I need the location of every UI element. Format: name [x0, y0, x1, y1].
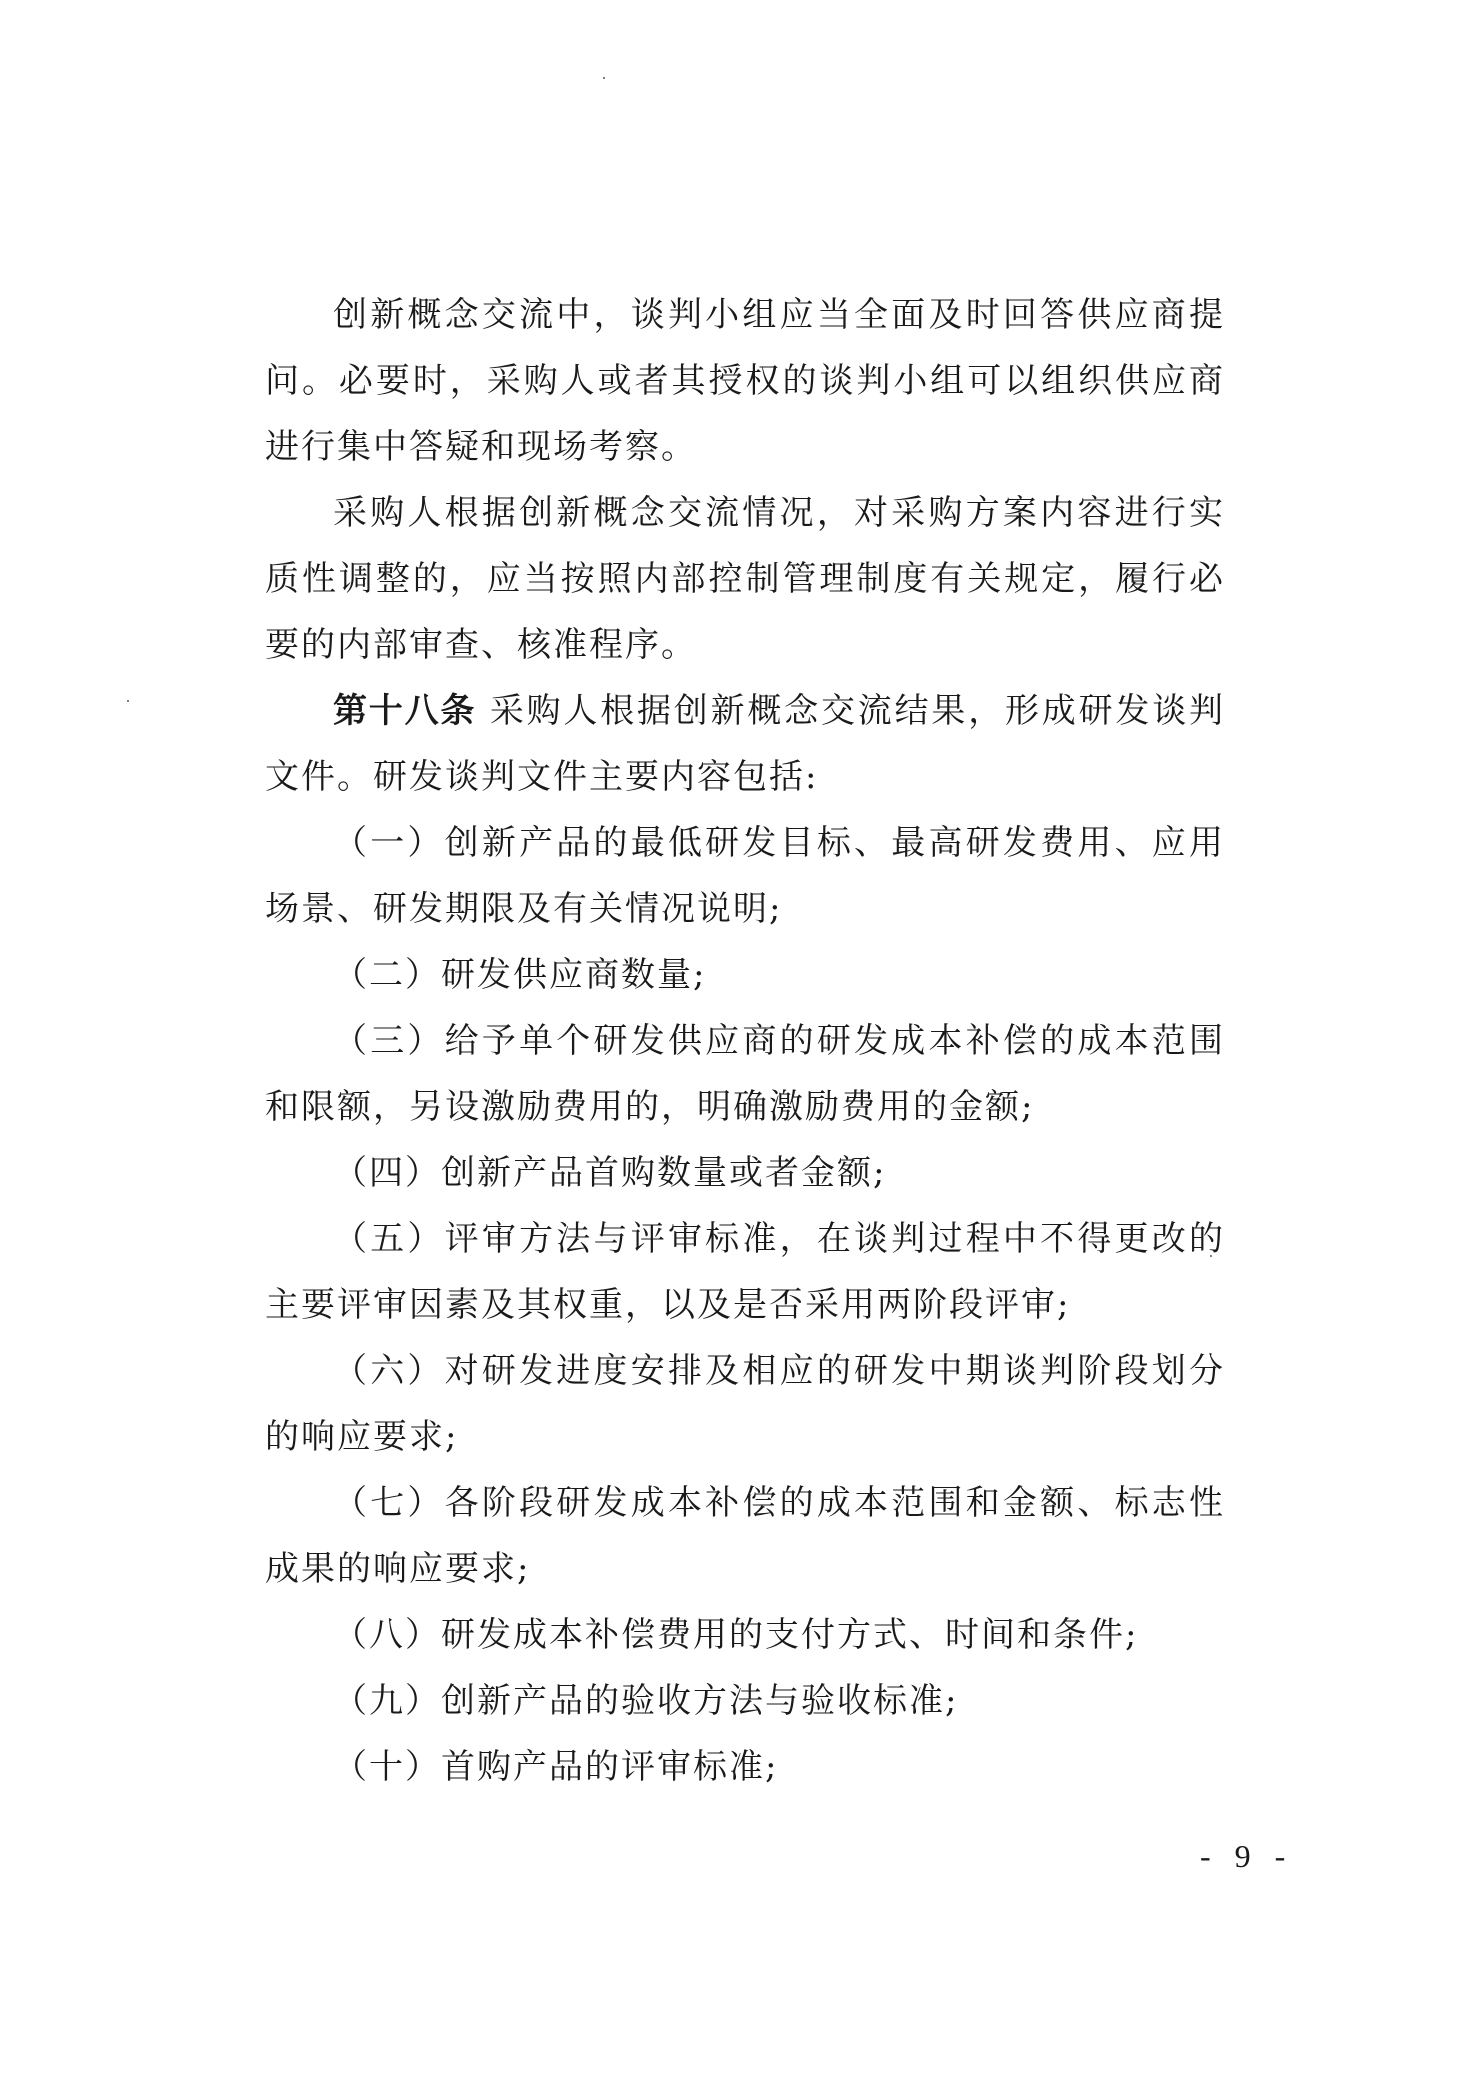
- article-paragraph: [265, 678, 1225, 810]
- list-item: （一）创新产品的最低研发目标、最高研发费用、应用场景、研发期限及有关情况说明;: [265, 823, 1225, 929]
- list-item: （七）各阶段研发成本补偿的成本范围和金额、标志性成果的响应要求;: [265, 1483, 1225, 1589]
- list-item: （二）研发供应商数量;: [333, 955, 707, 995]
- paragraph: 创新概念交流中，谈判小组应当全面及时回答供应商提问。必要时，采购人或者其授权的谈判小组可以组织供应商进行集中答疑和现场考察。: [265, 295, 1225, 467]
- list-item: （四）创新产品首购数量或者金额;: [333, 1153, 887, 1193]
- list-item: （八）研发成本补偿费用的支付方式、时间和条件;: [333, 1615, 1139, 1655]
- list-item: （十）首购产品的评审标准;: [333, 1747, 779, 1787]
- paragraph: 采购人根据创新概念交流情况，对采购方案内容进行实质性调整的，应当按照内部控制管理制度有关规定，履行必要的内部审查、核准程序。: [265, 493, 1225, 665]
- list-item: （六）对研发进度安排及相应的研发中期谈判阶段划分的响应要求;: [265, 1351, 1225, 1457]
- list-item: （三）给予单个研发供应商的研发成本补偿的成本范围和限额，另设激励费用的，明确激励费用的金额;: [265, 1021, 1225, 1127]
- article-text: 采购人根据创新概念交流结果，形成研发谈判文件。研发谈判文件主要内容包括:: [265, 691, 1226, 797]
- page-number: - 9 -: [1200, 1838, 1294, 1874]
- list-item: （九）创新产品的验收方法与验收标准;: [333, 1681, 959, 1721]
- list-item: （五）评审方法与评审标准，在谈判过程中不得更改的主要评审因素及其权重，以及是否采用两阶段评审;: [265, 1219, 1225, 1325]
- scan-speck: [603, 77, 605, 79]
- document-body: [265, 282, 1225, 1800]
- scan-speck: [127, 700, 129, 702]
- article-heading: 第十八条: [333, 691, 477, 731]
